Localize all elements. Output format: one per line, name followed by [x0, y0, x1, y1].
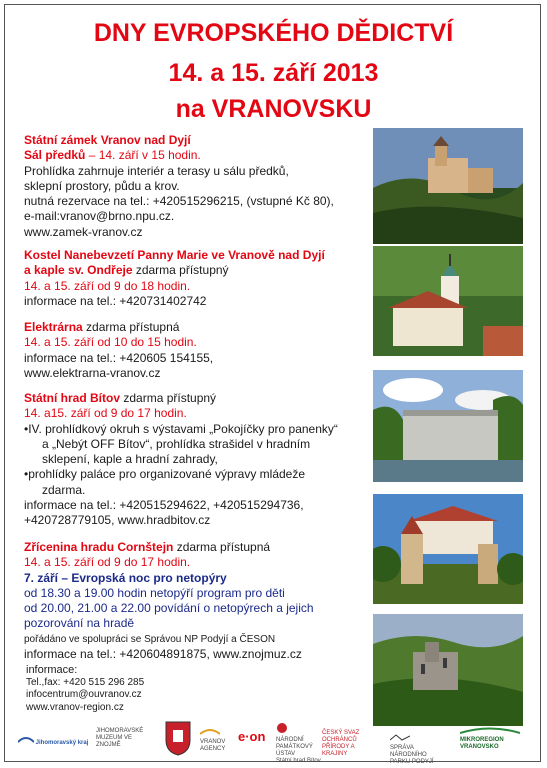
logo-znak-vranov — [164, 720, 192, 759]
zamek-text-2: sklepní prostory, půdu a krov. — [24, 178, 180, 193]
cornstejn-night-title: 7. září – Evropská noc pro netopýry — [24, 570, 227, 585]
bitov-free: zdarma přístupný — [120, 391, 217, 405]
mikroregion-icon — [460, 724, 520, 734]
kostel-title-1: Kostel Nanebevzetí Panny Marie ve Vranově nad Dyjí — [24, 248, 325, 262]
logo-kraj: Jihomoravský kraj — [18, 734, 88, 747]
section-zamek — [24, 133, 370, 240]
cornstejn-title-line — [24, 540, 370, 555]
kostel-free: zdarma přístupný — [132, 263, 229, 278]
kostel-date: 14. a 15. září od 9 do 18 hodin. — [24, 278, 191, 293]
kraj-icon — [18, 734, 34, 744]
podyji-icon — [390, 734, 410, 742]
logo-mikroregion: MIKROREGION VRANOVSKO — [460, 724, 524, 751]
zamek-text-3: nutná rezervace na tel.: +420515296215, (vstupné Kč 80), — [24, 194, 334, 209]
contact-web[interactable]: www.vranov-region.cz — [26, 701, 124, 713]
bitov-info-1: informace na tel.: +420515294622, +420515294736, — [24, 498, 304, 513]
elektrarna-title-line — [24, 320, 370, 335]
zamek-title: Státní zámek Vranov nad Dyjí — [24, 133, 191, 147]
logo-eon: e·on — [238, 729, 266, 744]
title-line-3: na VRANOVSKU — [175, 95, 372, 123]
photo-cornstejn — [373, 614, 523, 726]
bitov-bullet-1a: •IV. prohlídkový okruh s výstavami „Pokojíčky pro panenky“ — [24, 421, 338, 436]
logo-agency: VRANOV AGENCY — [200, 726, 236, 753]
npu-icon — [276, 722, 288, 734]
bitov-title: Státní hrad Bítov — [24, 391, 121, 405]
zamek-web[interactable]: www.zamek-vranov.cz — [24, 224, 143, 239]
photo-hrad-bitov — [373, 494, 523, 604]
bitov-bullet-1c: sklepení, kaple a hradní zahrady, — [42, 452, 218, 467]
bitov-title-line — [24, 391, 370, 406]
cornstejn-free: zdarma přístupná — [173, 540, 271, 554]
title-line-1: DNY EVROPSKÉHO DĚDICTVÍ — [93, 19, 454, 47]
zamek-email[interactable]: e-mail:vranov@brno.npu.cz. — [24, 209, 175, 224]
section-elektrarna — [24, 320, 370, 381]
bitov-bullet-1b: a „Nebýt OFF Bítov“, prohlídka strašidel v hradním — [42, 436, 311, 451]
kostel-title-2: a kaple sv. Ondřeje — [24, 263, 133, 278]
kostel-title-2-line — [24, 263, 370, 278]
cornstejn-night-2: od 20.00, 21.00 a 22.00 povídání o netopýrech a jejich — [24, 601, 314, 616]
agency-icon — [200, 726, 220, 736]
photo-dam-elektrarna — [373, 370, 523, 482]
zamek-subtitle-line — [24, 148, 370, 163]
bitov-bullet-2a: •prohlídky paláce pro organizované výpravy mládeže — [24, 467, 306, 482]
bitov-info-2: +420728779105, www.hradbitov.cz — [24, 513, 211, 528]
elektrarna-web[interactable]: www.elektrarna-vranov.cz — [24, 365, 161, 380]
cornstejn-night-3: pozorování na hradě — [24, 616, 135, 631]
section-cornstejn — [24, 540, 370, 662]
title-line-2: 14. a 15. září 2013 — [168, 59, 379, 87]
zamek-subtitle: Sál předků — [24, 148, 86, 163]
coat-of-arms-icon — [164, 720, 192, 756]
kostel-info: informace na tel.: +420731402742 — [24, 293, 207, 308]
contact-block — [26, 664, 246, 714]
cornstejn-title: Zřícenina hradu Cornštejn — [24, 540, 174, 554]
zamek-date: – 14. září v 15 hodin. — [85, 148, 201, 163]
bitov-date: 14. a15. září od 9 do 17 hodin. — [24, 406, 187, 421]
bitov-bullet-2b: zdarma. — [42, 482, 86, 497]
logo-podyji: SPRÁVA NÁRODNÍHO PARKU PODYJÍ — [390, 734, 444, 766]
zamek-text-1: Prohlídka zahrnuje interiér a terasy u sálu předků, — [24, 163, 289, 178]
contact-phone: Tel.,fax: +420 515 296 285 — [26, 676, 145, 688]
photo-zamek-vranov — [373, 128, 523, 244]
logo-muzeum: JIHOMORAVSKÉ MUZEUM VE ZNOJMĚ — [96, 728, 144, 748]
contact-email[interactable]: infocentrum@ouvranov.cz — [26, 689, 142, 700]
cornstejn-date: 14. a 15. září od 9 do 17 hodin. — [24, 555, 191, 570]
cornstejn-organizer: pořádáno ve spolupráci se Správou NP Podyjí a ČESON — [24, 633, 276, 645]
cornstejn-info: informace na tel.: +420604891875, www.znojmuz.cz — [24, 647, 302, 662]
contact-label: informace: — [26, 664, 78, 676]
sponsor-logos — [18, 720, 530, 765]
photo-kostel — [373, 246, 523, 356]
section-bitov — [24, 391, 370, 529]
cornstejn-night-1: od 18.30 a 19.00 hodin netopýří program pro děti — [24, 585, 285, 600]
section-kostel — [24, 248, 370, 309]
elektrarna-title: Elektrárna — [24, 320, 83, 334]
logo-npu: NÁRODNÍ PAMÁTKOVÝ ÚSTAV Státní hrad Bítov — [276, 722, 324, 765]
elektrarna-date: 14. a 15. září od 10 do 15 hodin. — [24, 335, 197, 350]
elektrarna-info: informace na tel.: +420605 154155, — [24, 350, 214, 365]
elektrarna-free: zdarma přístupná — [82, 320, 180, 334]
logo-csop: ČESKÝ SVAZ OCHRÁNCŮ PŘÍRODY A KRAJINY — [322, 730, 360, 757]
